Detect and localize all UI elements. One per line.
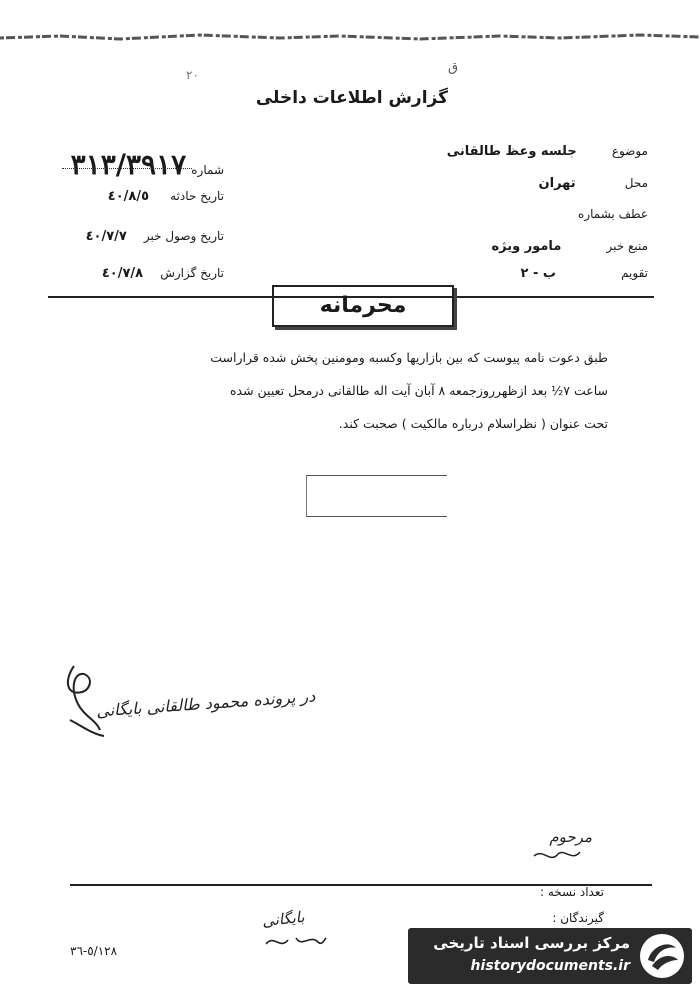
body-line-2: ساعت ۷½ بعد ازظهرروزجمعه ۸ آبان آیت اله طالقانی درمحل تعیین شده <box>229 383 608 398</box>
evaluation-value: ب - ٢ <box>520 266 556 281</box>
incident-date-row <box>108 185 224 204</box>
source-value: مامور ویژه <box>491 239 562 254</box>
classification-text: محرمانه <box>319 293 407 318</box>
scan-noise <box>0 30 700 46</box>
handwritten-note: در پرونده محمود طالقانی بایگانی <box>95 686 316 721</box>
subject-label: موضوع <box>611 144 648 158</box>
source-label: منبع خبر <box>606 239 648 253</box>
incident-date-label: تاریخ حادثه <box>170 189 224 203</box>
number-value: ٣١٣/٣٩١٧ <box>70 148 187 181</box>
report-date-value: ٤٠/٧/٨ <box>101 266 144 281</box>
watermark-url: historydocuments.ir <box>470 958 630 974</box>
number-row <box>71 148 224 181</box>
body-line-1: طبق دعوت نامه پیوست که بین بازاریها وکسبه ومومنین پخش شده قراراست <box>210 350 608 365</box>
classification-stamp <box>272 285 454 327</box>
evaluation-label: تقویم <box>621 266 648 280</box>
archive-logo-icon <box>638 932 686 980</box>
place-value: تهران <box>538 176 576 191</box>
reference-label: عطف بشماره <box>578 207 648 221</box>
receipt-date-row <box>86 225 224 244</box>
recipients-label: گیرندگان : <box>552 911 604 925</box>
signature-underline <box>532 846 582 866</box>
number-label: شماره <box>191 163 224 177</box>
handwritten-bottom-sign: بایگانی <box>261 907 306 931</box>
handwritten-mark <box>60 660 106 740</box>
watermark-title: مرکز بررسی اسناد تاریخی <box>433 934 630 952</box>
top-mark: ق <box>448 60 459 75</box>
faded-stamp <box>306 475 447 517</box>
archive-watermark <box>408 928 692 984</box>
top-mark-secondary: ٢٠ <box>186 68 199 82</box>
subject-value: جلسه وعظ طالقانی <box>446 144 577 159</box>
body-line-3: تحت عنوان ( نظراسلام درباره مالکیت ) صحبت کند. <box>338 416 608 431</box>
receipt-date-value: ٤٠/٧/٧ <box>85 229 127 244</box>
place-row <box>539 172 648 191</box>
place-label: محل <box>624 176 648 190</box>
report-date-label: تاریخ گزارش <box>160 266 224 280</box>
evaluation-row <box>521 262 648 281</box>
source-row <box>492 235 649 254</box>
report-date-row <box>102 262 224 281</box>
incident-date-value: ٤٠/٨/٥ <box>107 189 150 204</box>
subject-row <box>447 140 648 159</box>
reference-row <box>578 203 648 222</box>
report-title: گزارش اطلاعات داخلی <box>255 88 448 108</box>
handwritten-bottom-scribble <box>262 930 328 952</box>
document-code: ٥/١٢٨-٣٦ <box>70 944 118 958</box>
receipt-date-label: تاریخ وصول خبر <box>143 229 224 243</box>
signature-right: مرحوم <box>549 828 592 846</box>
copies-label: تعداد نسخه : <box>539 885 604 899</box>
number-dots <box>62 168 192 169</box>
